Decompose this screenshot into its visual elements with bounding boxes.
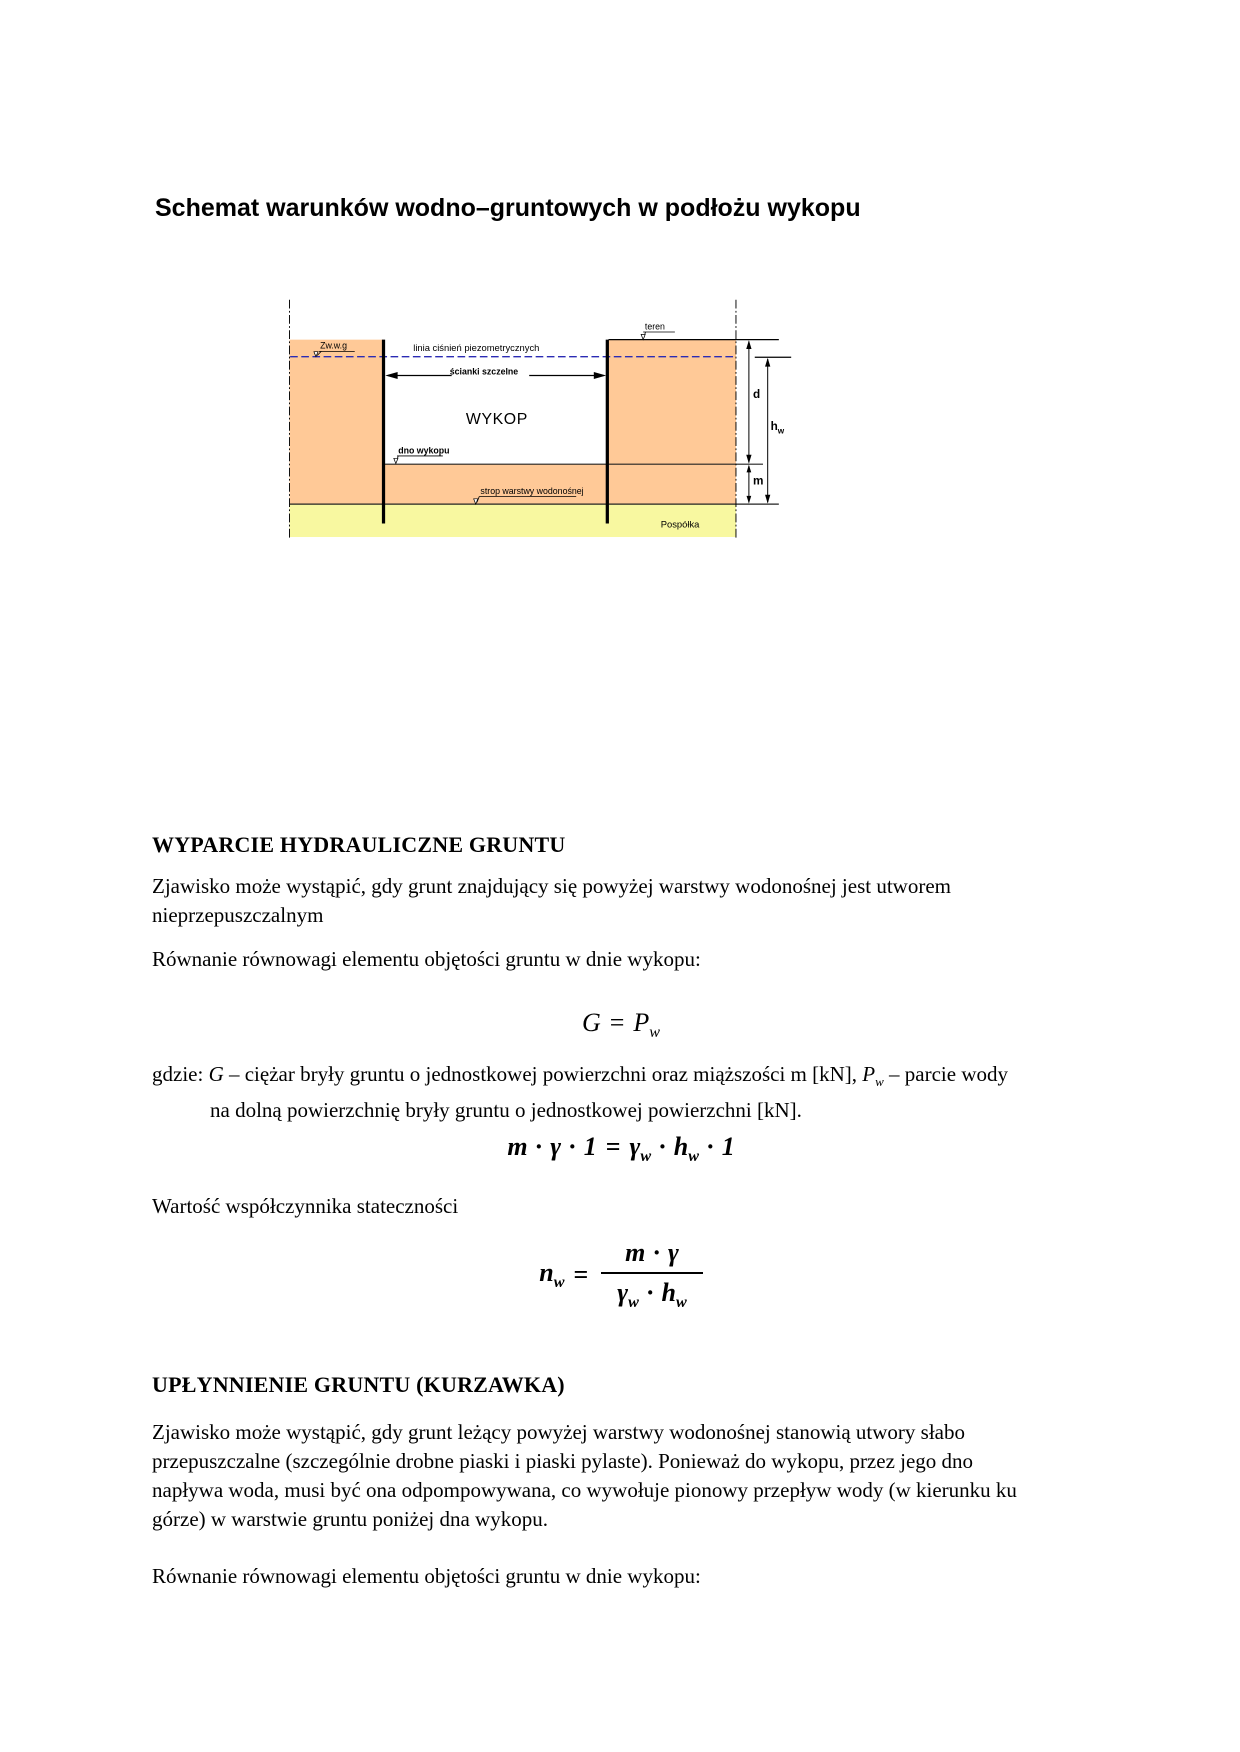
symbol-nw (539, 1258, 565, 1292)
section2-paragraph (152, 1418, 1017, 1534)
subscript-w: w (640, 1148, 652, 1166)
symbol-m: m (625, 1238, 646, 1267)
subscript-w: w (628, 1294, 639, 1312)
gdzie-line1 (152, 1060, 1008, 1096)
bottom-leader-arrow (394, 458, 398, 463)
gdzie-mid2: – parcie wody (883, 1062, 1009, 1086)
symbol-P: P (862, 1062, 876, 1086)
symbol-gamma: γ (617, 1278, 629, 1307)
dot-operator: · (658, 1132, 667, 1161)
soil-block-left (290, 340, 384, 504)
dot-operator: · (534, 1132, 544, 1161)
sheet-pile-walls-label: ścianki szczelne (449, 366, 519, 377)
subscript-w: w (688, 1148, 700, 1166)
symbol-gamma: γ (629, 1132, 641, 1161)
dot-operator: · (568, 1132, 577, 1161)
subscript-w: w (553, 1274, 565, 1292)
page-title: Schemat warunków wodno–gruntowych w podłożu wykopu (155, 194, 861, 222)
dim-m-label: m (753, 474, 764, 488)
gdzie-line2: na dolną powierzchnię bryły gruntu o jednostkowej powierzchni [kN]. (210, 1098, 802, 1123)
dot-operator: · (706, 1132, 715, 1161)
dim-d-label: d (753, 387, 761, 401)
paragraph-line: Zjawisko może wystąpić, gdy grunt znajdujący się powyżej warstwy wodonośnej jest utworem (152, 874, 951, 898)
dim-d-arrow-bottom (746, 455, 751, 464)
walls-arrow-left-head (385, 372, 397, 379)
paragraph-line: napływa woda, musi być ona odpompowywana, co wywołuje pionowy przepływ wody (w kierunku ku (152, 1478, 1017, 1502)
paragraph-line: Zjawisko może wystąpić, gdy grunt leżący powyżej warstwy wodonośnej stanowią utwory słabo (152, 1420, 965, 1444)
gravel-layer-label: Pospółka (660, 518, 700, 530)
subscript-w: w (875, 1074, 884, 1090)
dot-operator: · (652, 1238, 662, 1267)
equals-sign: = (605, 1132, 621, 1161)
dim-hw-arrow-bottom (765, 495, 770, 504)
dim-m-arrow-top (747, 465, 752, 473)
dim-hw-label: $h_w$ (770, 420, 785, 436)
piezometric-line-label: linia ciśnień piezometrycznych (413, 341, 540, 353)
dim-d-arrow-top (746, 340, 751, 349)
soil-layer-below-excavation (384, 464, 609, 504)
symbol-G: G (208, 1062, 224, 1086)
paragraph-line: nieprzepuszczalnym (152, 903, 324, 927)
wartosc-line: Wartość współczynnika stateczności (152, 1194, 459, 1218)
section2-heading: UPŁYNNIENIE GRUNTU (KURZAWKA) (152, 1372, 565, 1397)
gdzie-prefix: gdzie: (152, 1062, 209, 1086)
gdzie-paragraph (152, 1060, 1008, 1125)
symbol-one: 1 (583, 1132, 597, 1161)
formula-g-equals-pw (152, 1008, 1090, 1042)
subscript-w: w (676, 1294, 687, 1312)
symbol-h: h (673, 1132, 689, 1161)
section1-equation-intro: Równanie równowagi elementu objętości gruntu w dnie wykopu: (152, 947, 701, 971)
section1-heading: WYPARCIE HYDRAULICZNE GRUNTU (152, 832, 566, 857)
symbol-one: 1 (721, 1132, 735, 1161)
paragraph-line: przepuszczalne (szczególnie drobne piaski i piaski pylaste). Ponieważ do wykopu, przez jego dno (152, 1449, 974, 1473)
terrain-leader-arrow (641, 334, 645, 339)
walls-arrow-right-head (594, 372, 606, 379)
equals-sign: = (609, 1008, 625, 1037)
aquifer-top-label: strop warstwy wodonośnej (480, 486, 584, 497)
fraction-numerator (601, 1238, 702, 1274)
terrain-label: teren (644, 321, 665, 332)
excavation-label: WYKOP (465, 411, 528, 429)
dot-operator: · (645, 1278, 655, 1307)
symbol-P: P (633, 1008, 650, 1037)
symbol-gamma: γ (550, 1132, 562, 1161)
symbol-m: m (507, 1132, 528, 1161)
dim-m-arrow-bottom (747, 496, 752, 504)
symbol-h: h (661, 1278, 676, 1307)
section1-paragraph (152, 872, 951, 930)
section2-equation-intro: Równanie równowagi elementu objętości gruntu w dnie wykopu: (152, 1564, 701, 1588)
excavation-diagram (140, 295, 1030, 715)
symbol-n: n (539, 1258, 554, 1287)
groundwater-table-label: Zw.w.g (320, 340, 347, 351)
subscript-w: w (649, 1024, 661, 1042)
symbol-gamma: γ (668, 1238, 679, 1267)
excavation-bottom-label: dno wykopu (398, 445, 450, 456)
fraction (601, 1238, 702, 1312)
gdzie-mid1: – ciężar bryły gruntu o jednostkowej powierzchni oraz miąższości m [kN], (223, 1062, 863, 1086)
paragraph-line: górze) w warstwie gruntu poniżej dna wykopu. (152, 1507, 548, 1531)
dim-hw-arrow-top (765, 358, 770, 367)
fraction-denominator (601, 1274, 702, 1312)
formula-stability-coefficient (152, 1238, 1090, 1312)
equals-sign: = (573, 1260, 589, 1290)
symbol-G: G (581, 1008, 601, 1037)
soil-block-right (608, 340, 735, 504)
formula-equilibrium (152, 1132, 1090, 1166)
